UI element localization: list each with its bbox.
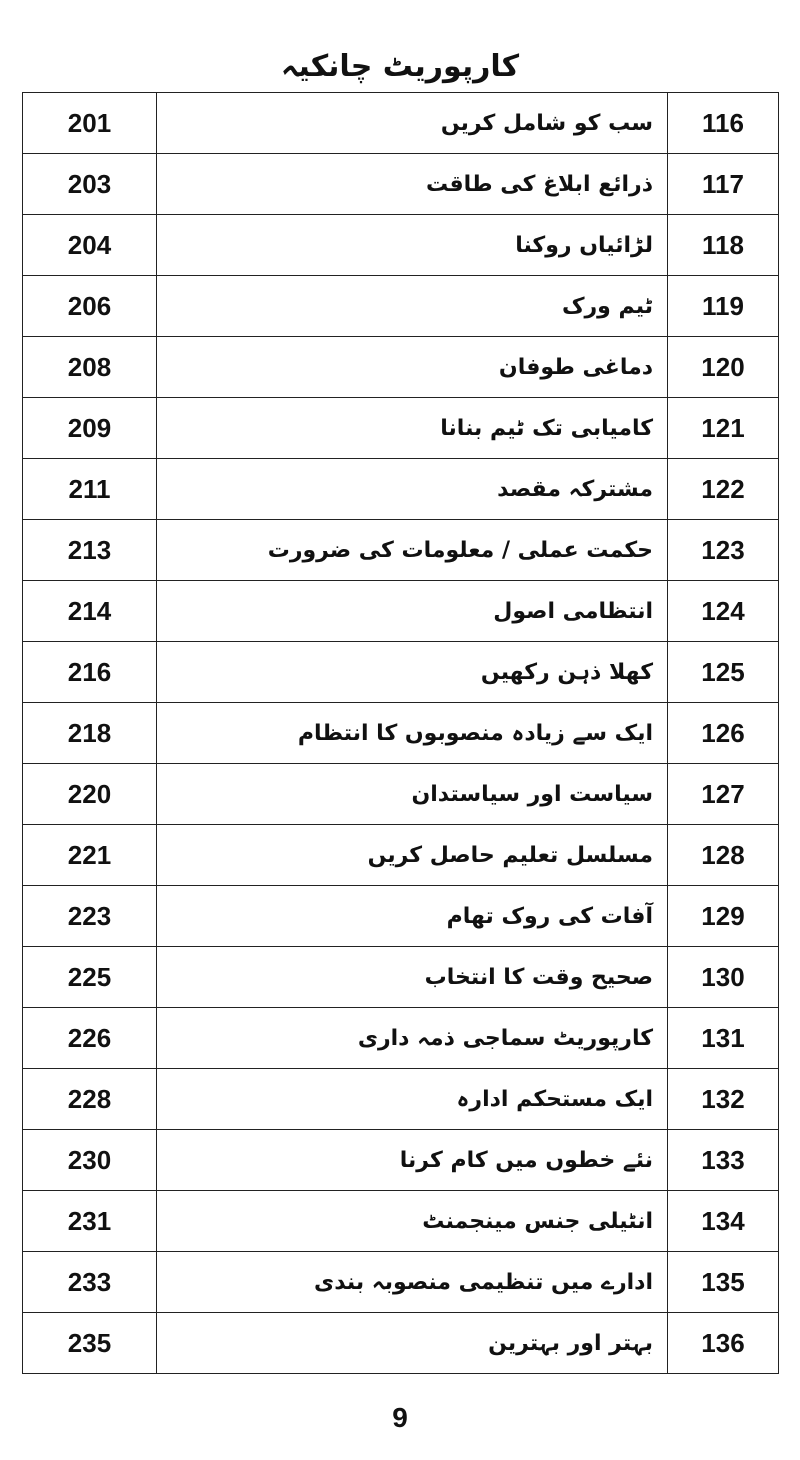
toc-chapter-number: 132 (668, 1069, 779, 1130)
toc-chapter-title: مسلسل تعلیم حاصل کریں (157, 825, 668, 886)
toc-row (23, 337, 779, 398)
toc-page-number: 233 (23, 1252, 157, 1313)
toc-page-number: 235 (23, 1313, 157, 1374)
toc-page-number: 223 (23, 886, 157, 947)
toc-row (23, 886, 779, 947)
toc-chapter-title: انٹیلی جنس مینجمنٹ (157, 1191, 668, 1252)
toc-row (23, 642, 779, 703)
toc-chapter-number: 121 (668, 398, 779, 459)
toc-chapter-title: حکمت عملی / معلومات کی ضرورت (157, 520, 668, 581)
toc-row (23, 1252, 779, 1313)
toc-row (23, 1008, 779, 1069)
toc-body (23, 93, 779, 1374)
page-number: 9 (392, 1402, 408, 1433)
toc-page-number: 209 (23, 398, 157, 459)
toc-chapter-title: لڑائیاں روکنا (157, 215, 668, 276)
toc-chapter-title: کھلا ذہن رکھیں (157, 642, 668, 703)
toc-row (23, 276, 779, 337)
toc-page-number: 208 (23, 337, 157, 398)
toc-page-number: 226 (23, 1008, 157, 1069)
toc-row (23, 1069, 779, 1130)
toc-chapter-number: 131 (668, 1008, 779, 1069)
toc-chapter-title: کامیابی تک ٹیم بنانا (157, 398, 668, 459)
toc-page-number: 218 (23, 703, 157, 764)
table-of-contents (22, 92, 779, 1374)
toc-chapter-title: صحیح وقت کا انتخاب (157, 947, 668, 1008)
toc-page-number: 230 (23, 1130, 157, 1191)
toc-chapter-title: آفات کی روک تھام (157, 886, 668, 947)
toc-chapter-title: کارپوریٹ سماجی ذمہ داری (157, 1008, 668, 1069)
toc-chapter-title: ادارے میں تنظیمی منصوبہ بندی (157, 1252, 668, 1313)
toc-row (23, 154, 779, 215)
toc-page-number: 231 (23, 1191, 157, 1252)
toc-chapter-number: 127 (668, 764, 779, 825)
page-header-title: کارپوریٹ چانکیہ (280, 49, 520, 84)
toc-chapter-title: مشترکہ مقصد (157, 459, 668, 520)
toc-chapter-title: ایک سے زیادہ منصوبوں کا انتظام (157, 703, 668, 764)
toc-chapter-number: 126 (668, 703, 779, 764)
toc-chapter-number: 117 (668, 154, 779, 215)
toc-row (23, 93, 779, 154)
toc-page-number: 220 (23, 764, 157, 825)
toc-row (23, 764, 779, 825)
toc-page-number: 228 (23, 1069, 157, 1130)
toc-page-number: 204 (23, 215, 157, 276)
toc-chapter-number: 134 (668, 1191, 779, 1252)
toc-page-number: 211 (23, 459, 157, 520)
toc-chapter-title: دماغی طوفان (157, 337, 668, 398)
toc-chapter-title: سب کو شامل کریں (157, 93, 668, 154)
toc-row (23, 1313, 779, 1374)
toc-chapter-title: سیاست اور سیاستدان (157, 764, 668, 825)
toc-chapter-number: 116 (668, 93, 779, 154)
toc-page-number: 216 (23, 642, 157, 703)
toc-chapter-title: انتظامی اصول (157, 581, 668, 642)
toc-page-number: 206 (23, 276, 157, 337)
toc-row (23, 459, 779, 520)
toc-chapter-number: 128 (668, 825, 779, 886)
toc-chapter-number: 119 (668, 276, 779, 337)
toc-page-number: 214 (23, 581, 157, 642)
toc-chapter-title: ٹیم ورک (157, 276, 668, 337)
toc-row (23, 215, 779, 276)
toc-row (23, 1191, 779, 1252)
toc-chapter-number: 120 (668, 337, 779, 398)
toc-chapter-title: بہتر اور بہترین (157, 1313, 668, 1374)
toc-page-number: 201 (23, 93, 157, 154)
toc-chapter-title: نئے خطوں میں کام کرنا (157, 1130, 668, 1191)
toc-chapter-number: 118 (668, 215, 779, 276)
toc-chapter-number: 125 (668, 642, 779, 703)
toc-page-number: 225 (23, 947, 157, 1008)
toc-row (23, 703, 779, 764)
toc-row (23, 947, 779, 1008)
toc-row (23, 581, 779, 642)
toc-page-number: 221 (23, 825, 157, 886)
toc-page-number: 213 (23, 520, 157, 581)
toc-row (23, 825, 779, 886)
toc-row (23, 1130, 779, 1191)
toc-chapter-number: 133 (668, 1130, 779, 1191)
toc-chapter-number: 124 (668, 581, 779, 642)
toc-chapter-number: 135 (668, 1252, 779, 1313)
toc-chapter-number: 130 (668, 947, 779, 1008)
toc-row (23, 398, 779, 459)
toc-chapter-number: 136 (668, 1313, 779, 1374)
toc-chapter-number: 129 (668, 886, 779, 947)
toc-row (23, 520, 779, 581)
toc-page-number: 203 (23, 154, 157, 215)
toc-chapter-number: 123 (668, 520, 779, 581)
toc-chapter-title: ذرائع ابلاغ کی طاقت (157, 154, 668, 215)
toc-chapter-number: 122 (668, 459, 779, 520)
toc-chapter-title: ایک مستحکم ادارہ (157, 1069, 668, 1130)
